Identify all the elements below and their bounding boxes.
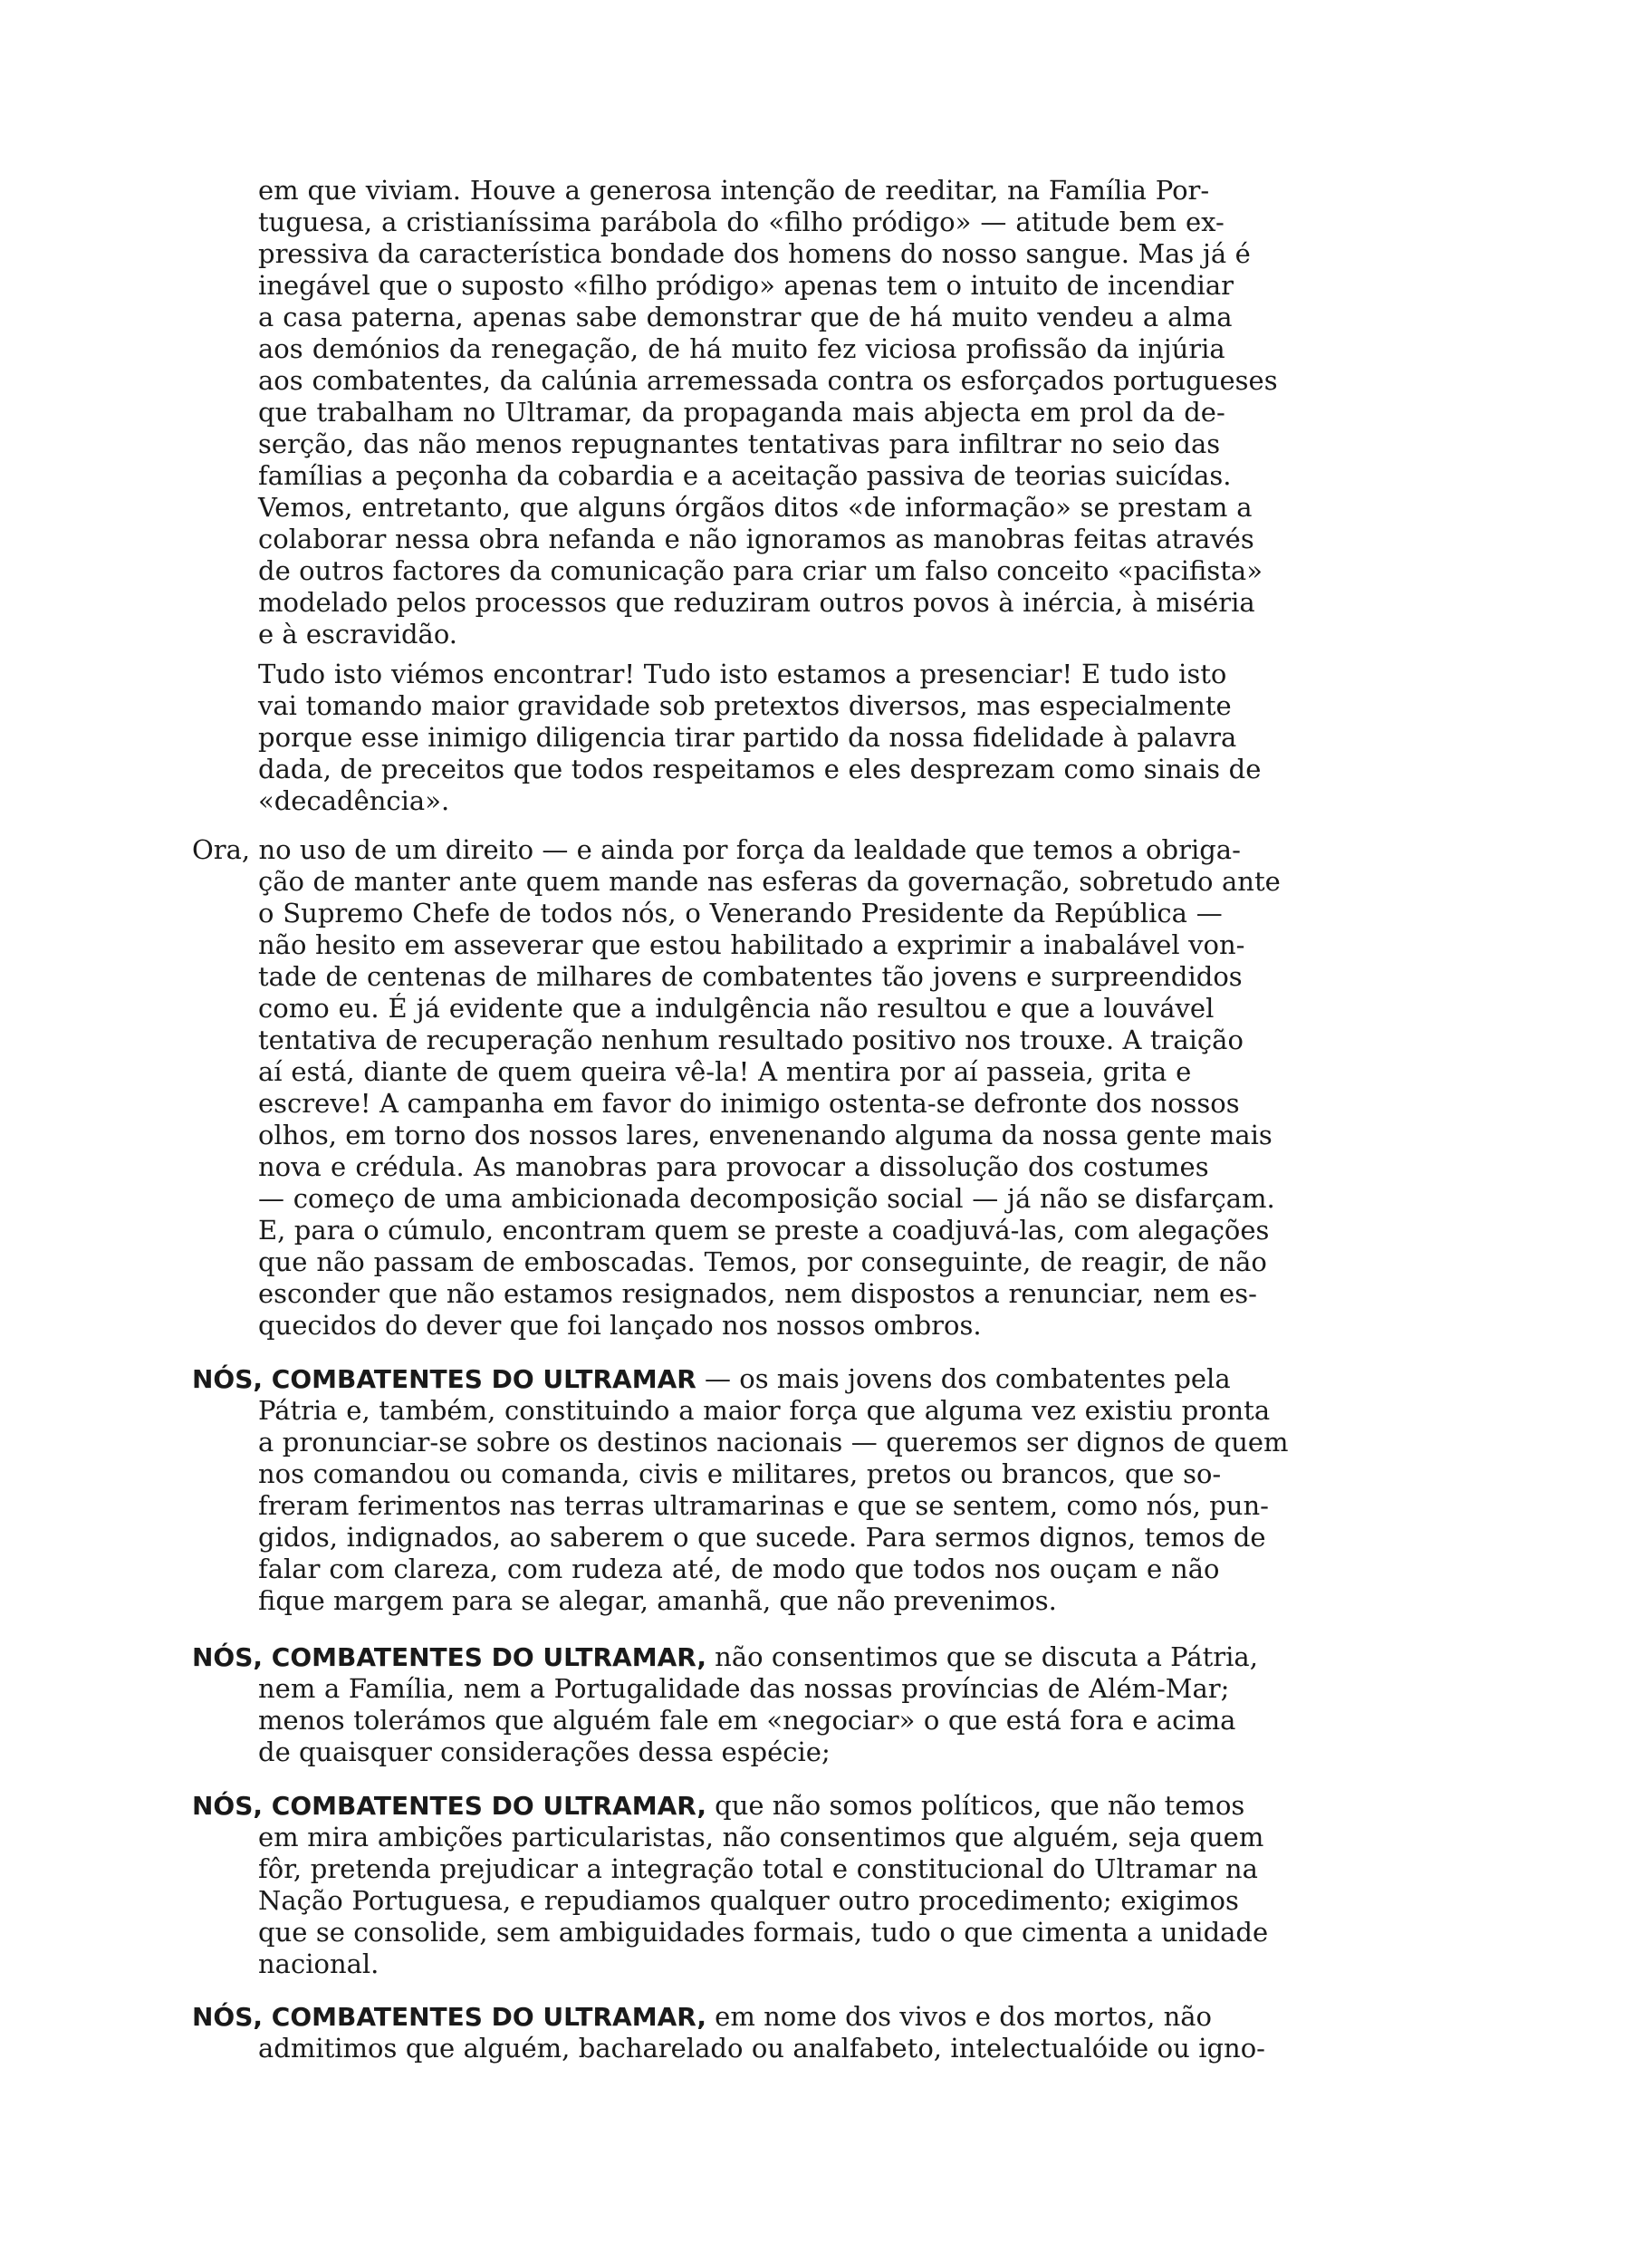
text-line	[0, 1215, 1652, 1246]
line-text: fôr, pretenda prejudicar a integração total e constitucional do Ultramar na	[258, 1853, 1258, 1884]
line-text: Pátria e, também, constituindo a maior força que alguma vez existiu pronta	[258, 1395, 1271, 1426]
paragraph	[0, 175, 1652, 650]
line-text: a pronunciar-se sobre os destinos nacionais — queremos ser dignos de quem	[258, 1427, 1289, 1458]
text-line	[0, 659, 1652, 690]
text-line	[0, 1151, 1652, 1183]
paragraph-lead: NÓS, COMBATENTES DO ULTRAMAR,	[192, 2002, 706, 2032]
text-line	[0, 1310, 1652, 1342]
text-line	[0, 1737, 1652, 1768]
line-text: em mira ambições particularistas, não consentimos que alguém, seja quem	[258, 1822, 1264, 1852]
line-text: de quaisquer considerações dessa espécie;	[258, 1737, 831, 1767]
line-text: inegável que o suposto «filho pródigo» apenas tem o intuito de incendiar	[258, 270, 1234, 301]
line-text: nacional.	[258, 1948, 379, 1979]
line-text: tentativa de recuperação nenhum resultado positivo nos trouxe. A traição	[258, 1025, 1244, 1055]
line-text: em nome dos vivos e dos mortos, não	[706, 2001, 1212, 2032]
line-text: falar com clareza, com rudeza até, de modo que todos nos ouçam e não	[258, 1554, 1220, 1584]
line-text: aí está, diante de quem queira vê-la! A mentira por aí passeia, grita e	[258, 1056, 1192, 1087]
paragraph	[0, 2001, 1652, 2064]
text-line	[0, 1585, 1652, 1617]
text-line	[0, 834, 1652, 866]
text-line	[0, 690, 1652, 722]
text-line	[0, 1822, 1652, 1853]
text-line	[0, 1948, 1652, 1980]
paragraph-lead: NÓS, COMBATENTES DO ULTRAMAR	[192, 1364, 696, 1394]
line-text: escreve! A campanha em favor do inimigo ostenta-se defronte dos nossos	[258, 1088, 1240, 1119]
text-line	[0, 1395, 1652, 1427]
line-text: que não passam de emboscadas. Temos, por conseguinte, de reagir, de não	[258, 1246, 1267, 1277]
text-line	[0, 1885, 1652, 1917]
line-text: ção de manter ante quem mande nas esferas da governação, sobretudo ante	[258, 866, 1281, 897]
line-text: serção, das não menos repugnantes tentativas para infiltrar no seio das	[258, 428, 1221, 459]
line-text: Vemos, entretanto, que alguns órgãos ditos «de informação» se prestam a	[258, 492, 1253, 523]
line-text: o Supremo Chefe de todos nós, o Venerando Presidente da República —	[258, 898, 1223, 928]
text-line	[0, 754, 1652, 785]
line-text: modelado pelos processos que reduziram outros povos à inércia, à miséria	[258, 587, 1255, 618]
line-text: quecidos do dever que foi lançado nos nossos ombros.	[258, 1310, 982, 1341]
text-line	[0, 238, 1652, 270]
line-text: que se consolide, sem ambiguidades formais, tudo o que cimenta a unidade	[258, 1917, 1269, 1948]
text-line	[0, 397, 1652, 428]
line-text: admitimos que alguém, bacharelado ou analfabeto, intelectualóide ou igno-	[258, 2033, 1265, 2064]
paragraph	[0, 834, 1652, 1342]
text-line	[0, 993, 1652, 1025]
text-line	[0, 619, 1652, 650]
text-line	[0, 207, 1652, 238]
paragraph-lead: NÓS, COMBATENTES DO ULTRAMAR,	[192, 1791, 706, 1821]
text-line	[0, 1705, 1652, 1737]
line-text: vai tomando maior gravidade sob pretextos diversos, mas especialmente	[258, 690, 1232, 721]
line-text: em que viviam. Houve a generosa intenção de reeditar, na Família Por-	[258, 175, 1210, 206]
line-text: não consentimos que se discuta a Pátria,	[706, 1641, 1258, 1672]
line-text: aos combatentes, da calúnia arremessada contra os esforçados portugueses	[258, 365, 1278, 396]
line-text: menos tolerámos que alguém fale em «negociar» o que está fora e acima	[258, 1705, 1236, 1736]
text-line	[0, 929, 1652, 961]
text-line	[0, 1673, 1652, 1705]
line-text: — começo de uma ambicionada decomposição social — já não se disfarçam.	[258, 1183, 1275, 1214]
text-line	[0, 492, 1652, 524]
line-text: — os mais jovens dos combatentes pela	[696, 1363, 1231, 1394]
text-line	[0, 460, 1652, 492]
text-line	[0, 1246, 1652, 1278]
text-line	[0, 1490, 1652, 1522]
line-text: E, para o cúmulo, encontram quem se preste a coadjuvá-las, com alegações	[258, 1215, 1270, 1246]
text-line	[0, 365, 1652, 397]
line-text: como eu. É já evidente que a indulgência não resultou e que a louvável	[258, 993, 1215, 1024]
text-line	[0, 333, 1652, 365]
text-line	[0, 524, 1652, 555]
text-line	[0, 722, 1652, 754]
text-line	[0, 1554, 1652, 1585]
line-text: tade de centenas de milhares de combatentes tão jovens e surpreendidos	[258, 961, 1243, 992]
text-line	[0, 1278, 1652, 1310]
text-line	[0, 1853, 1652, 1885]
text-line	[0, 1641, 1652, 1673]
line-text: não hesito em asseverar que estou habilitado a exprimir a inabalável von-	[258, 929, 1245, 960]
text-line	[0, 1363, 1652, 1395]
text-line	[0, 1522, 1652, 1554]
text-line	[0, 175, 1652, 207]
paragraph	[0, 659, 1652, 817]
line-text: de outros factores da comunicação para criar um falso conceito «pacifista»	[258, 555, 1263, 586]
line-text: Ora, no uso de um direito — e ainda por força da lealdade que temos a obriga-	[192, 834, 1241, 865]
text-line	[0, 961, 1652, 993]
line-text: pressiva da característica bondade dos homens do nosso sangue. Mas já é	[258, 238, 1251, 269]
line-text: e à escravidão.	[258, 619, 458, 649]
text-line	[0, 428, 1652, 460]
text-line	[0, 1458, 1652, 1490]
text-line	[0, 302, 1652, 333]
text-line	[0, 898, 1652, 929]
line-text: fique margem para se alegar, amanhã, que não prevenimos.	[258, 1585, 1057, 1616]
line-text: Tudo isto viémos encontrar! Tudo isto estamos a presenciar! E tudo isto	[258, 659, 1227, 689]
paragraph	[0, 1363, 1652, 1617]
paragraph	[0, 1641, 1652, 1768]
text-line	[0, 1183, 1652, 1215]
line-text: olhos, em torno dos nossos lares, envenenando alguma da nossa gente mais	[258, 1120, 1273, 1150]
line-text: dada, de preceitos que todos respeitamos e eles desprezam como sinais de	[258, 754, 1262, 784]
line-text: porque esse inimigo diligencia tirar partido da nossa fidelidade à palavra	[258, 722, 1237, 753]
text-line	[0, 1917, 1652, 1948]
text-line	[0, 866, 1652, 898]
line-text: a casa paterna, apenas sabe demonstrar que de há muito vendeu a alma	[258, 302, 1233, 332]
line-text: nem a Família, nem a Portugalidade das nossas províncias de Além-Mar;	[258, 1673, 1230, 1704]
text-line	[0, 2033, 1652, 2064]
text-line	[0, 785, 1652, 817]
line-text: gidos, indignados, ao saberem o que sucede. Para sermos dignos, temos de	[258, 1522, 1266, 1553]
line-text: freram ferimentos nas terras ultramarinas e que se sentem, como nós, pun-	[258, 1490, 1269, 1521]
text-line	[0, 555, 1652, 587]
text-line	[0, 1427, 1652, 1458]
line-text: famílias a peçonha da cobardia e a aceitação passiva de teorias suicídas.	[258, 460, 1232, 491]
text-line	[0, 1088, 1652, 1120]
paragraph	[0, 1790, 1652, 1980]
text-line	[0, 1790, 1652, 1822]
line-text: nova e crédula. As manobras para provocar a dissolução dos costumes	[258, 1151, 1209, 1182]
line-text: tuguesa, a cristianíssima parábola do «filho pródigo» — atitude bem ex-	[258, 207, 1225, 237]
text-line	[0, 270, 1652, 302]
paragraph-lead: NÓS, COMBATENTES DO ULTRAMAR,	[192, 1642, 706, 1672]
line-text: esconder que não estamos resignados, nem dispostos a renunciar, nem es-	[258, 1278, 1257, 1309]
line-text: nos comandou ou comanda, civis e militares, pretos ou brancos, que so-	[258, 1458, 1222, 1489]
line-text: Nação Portuguesa, e repudiamos qualquer outro procedimento; exigimos	[258, 1885, 1239, 1916]
text-line	[0, 587, 1652, 619]
text-line	[0, 2001, 1652, 2033]
line-text: aos demónios da renegação, de há muito fez viciosa profissão da injúria	[258, 333, 1225, 364]
text-line	[0, 1056, 1652, 1088]
text-line	[0, 1025, 1652, 1056]
line-text: que trabalham no Ultramar, da propaganda mais abjecta em prol da de-	[258, 397, 1225, 428]
line-text: colaborar nessa obra nefanda e não ignoramos as manobras feitas através	[258, 524, 1254, 554]
line-text: «decadência».	[258, 785, 450, 816]
text-line	[0, 1120, 1652, 1151]
line-text: que não somos políticos, que não temos	[706, 1790, 1245, 1821]
